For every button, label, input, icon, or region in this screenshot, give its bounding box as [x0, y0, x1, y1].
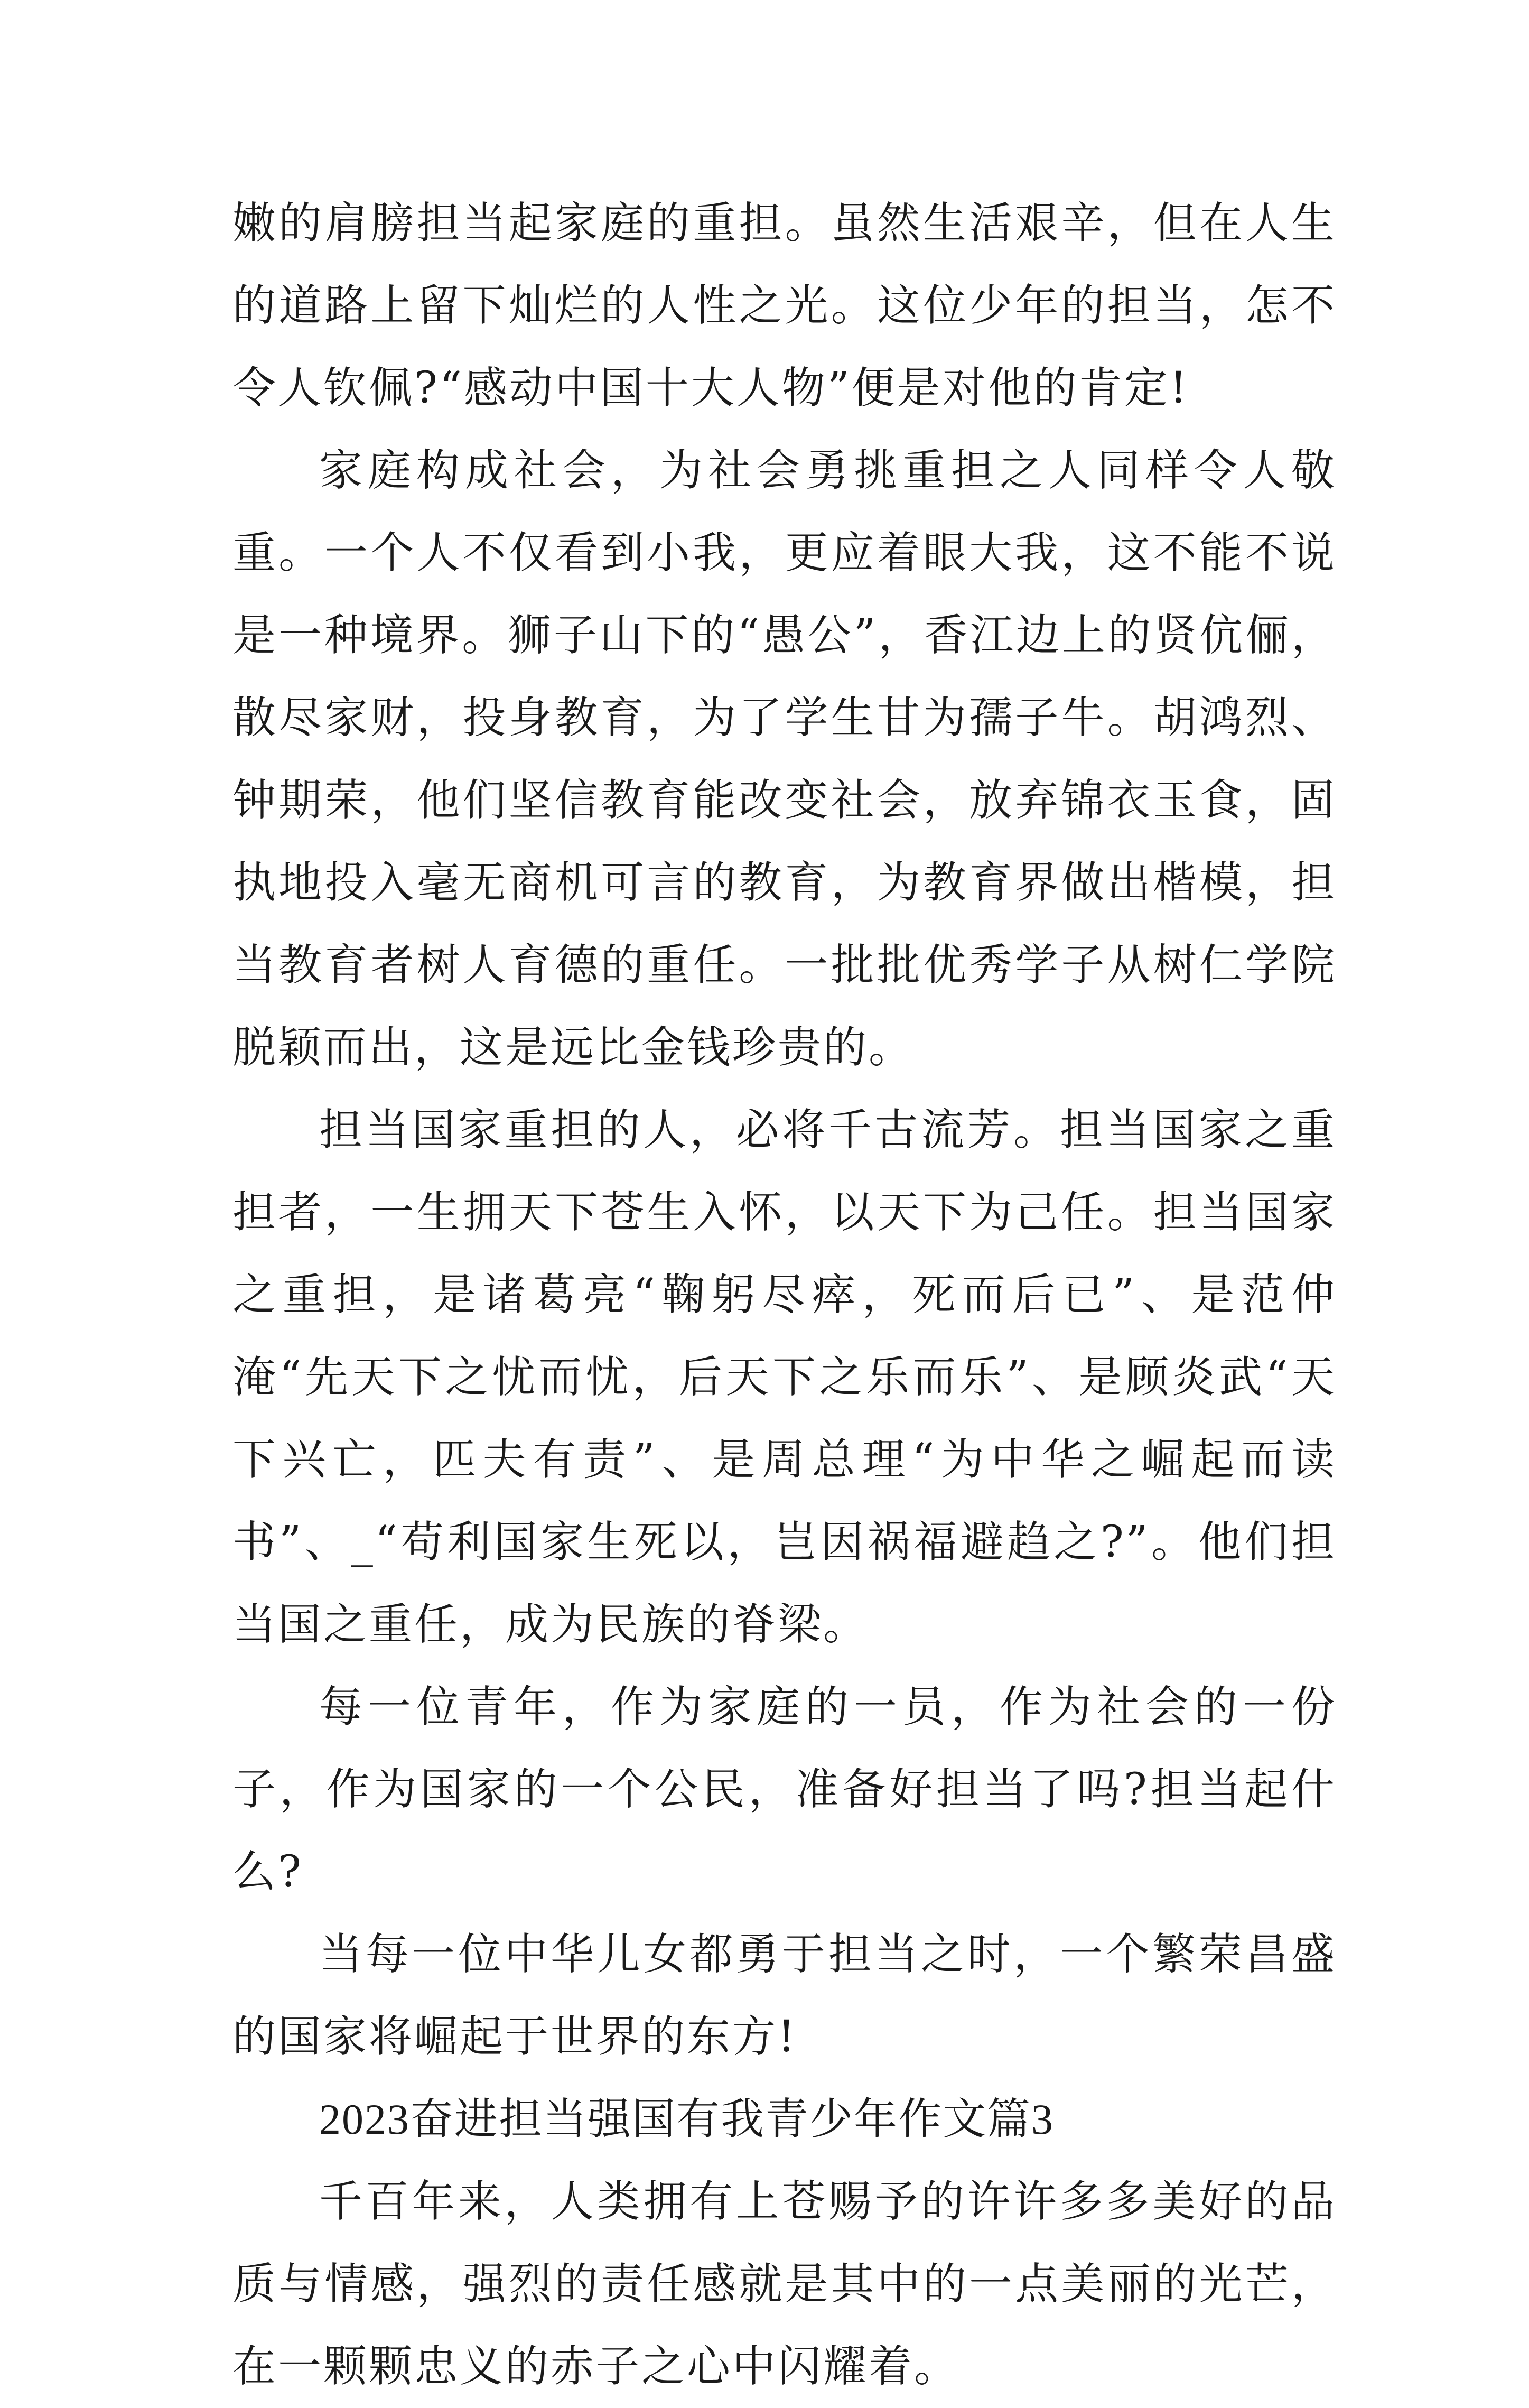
paragraph-conclusion: 当每一位中华儿女都勇于担当之时，一个繁荣昌盛的国家将崛起于世界的东方! [232, 1929, 1337, 2062]
body-text [232, 182, 1337, 2408]
paragraph-social-responsibility: 家庭构成社会，为社会勇挑重担之人同样令人敬重。一个人不仅看到小我，更应着眼大我，这不能不说是一种境界。狮子山下的“愚公”，香江边上的贤伉俪，散尽家财，投身教育，为了学生甘为孺子牛。胡鸿烈、钟期荣，他们坚信教育能改变社会，放弃锦衣玉食，固执地投入毫无商机可言的教育，为教育界做出楷模，担当教育者树人育德的重任。一批批优秀学子从树仁学院脱颖而出，这是远比金钱珍贵的。 [232, 445, 1337, 1073]
paragraph-youth-question: 每一位青年，作为家庭的一员，作为社会的一份子，作为国家的一个公民，准备好担当了吗?担当起什么? [232, 1682, 1337, 1897]
paragraph-national-responsibility: 担当国家重担的人，必将千古流芳。担当国家之重担者，一生拥天下苍生入怀，以天下为己任。担当国家之重担，是诸葛亮“鞠躬尽瘁，死而后已”、是范仲淹“先天下之忧而忧，后天下之乐而乐”、是顾炎武“天下兴亡，匹夫有责”、是周总理“为中华之崛起而读书”、_“苟利国家生死以，岂因祸福避趋之?”。他们担当国之重任，成为民族的脊梁。 [232, 1105, 1337, 1650]
essay-heading: 2023奋进担当强国有我青少年作文篇3 [319, 2095, 1055, 2143]
paragraph-continuation: 嫩的肩膀担当起家庭的重担。虽然生活艰辛，但在人生的道路上留下灿烂的人性之光。这位少年的担当，怎不令人钦佩?“感动中国十大人物”便是对他的肯定! [232, 198, 1337, 413]
paragraph-essay-opening: 千百年来，人类拥有上苍赐予的许许多多美好的品质与情感，强烈的责任感就是其中的一点美丽的光芒，在一颗颗忠义的赤子之心中闪耀着。 [232, 2177, 1337, 2392]
